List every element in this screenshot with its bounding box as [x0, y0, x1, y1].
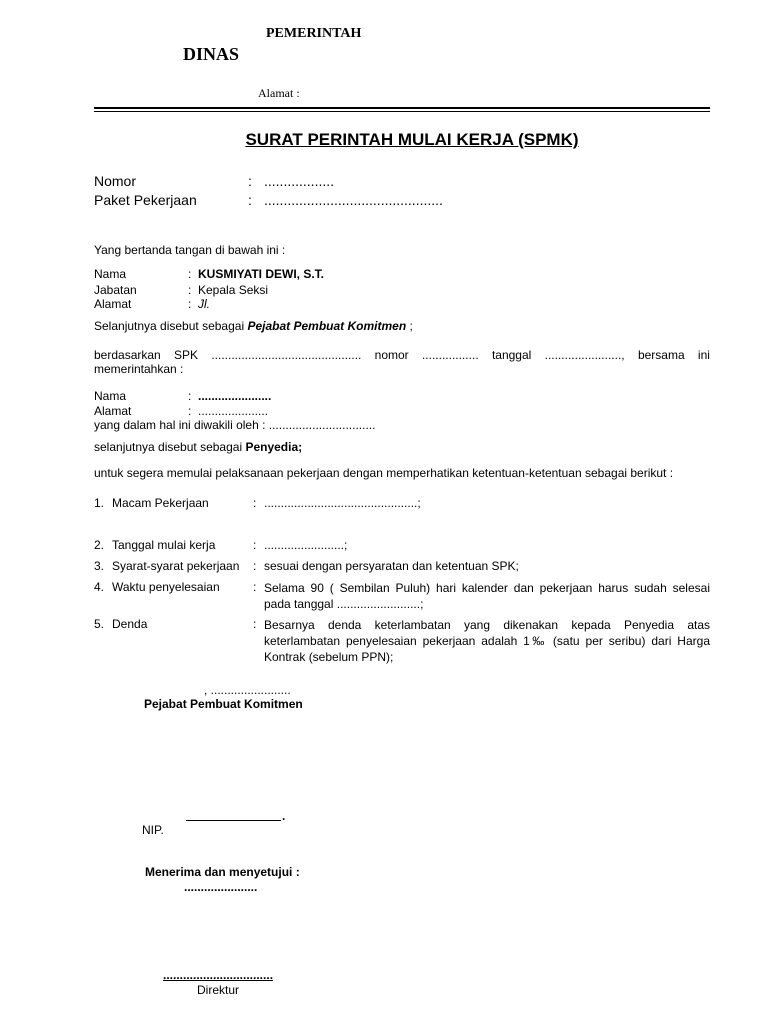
- ppk-line: [94, 319, 413, 333]
- signer-alamat-label: Alamat: [94, 297, 132, 311]
- item-sep: :: [253, 496, 257, 510]
- signer-nama-value: KUSMIYATI DEWI, S.T.: [198, 267, 325, 281]
- item-num: 4.: [94, 580, 105, 594]
- item-sep: :: [253, 559, 257, 573]
- penyedia-company: ......................: [184, 880, 258, 894]
- ppk-signature-title: Pejabat Pembuat Komitmen: [144, 697, 303, 711]
- item-label: Waktu penyelesaian: [112, 580, 220, 594]
- penyedia-alamat-sep: :: [188, 404, 192, 418]
- berdasarkan-line: [94, 348, 710, 362]
- item-num: 1.: [94, 496, 105, 510]
- item-value: Besarnya denda keterlambatan yang dikenakan kepada Penyedia atas keterlambatan penyelesaian pekerjaan adalah 1‰ (satu per seribu) dari Harga Kontrak (sebelum PPN);: [264, 618, 710, 664]
- intro-text: Yang bertanda tangan di bawah ini :: [94, 243, 286, 257]
- item-sep: :: [253, 538, 257, 552]
- item-num: 3.: [94, 559, 105, 573]
- paket-sep: :: [248, 192, 252, 208]
- berdasarkan-word: tanggal: [491, 348, 532, 362]
- signer-nama-sep: :: [188, 267, 192, 281]
- item-sep: :: [253, 617, 257, 631]
- penyedia-line: [94, 440, 302, 454]
- signer-jabatan-sep: :: [188, 283, 192, 297]
- item-label: Denda: [112, 617, 148, 631]
- penyedia-alamat-label: Alamat: [94, 404, 132, 418]
- ppk-name-end: .: [282, 809, 286, 823]
- berdasarkan-word: SPK: [174, 348, 199, 362]
- signer-alamat-sep: :: [188, 297, 192, 311]
- signer-jabatan-value: Kepala Seksi: [198, 283, 269, 297]
- berdasarkan-word: .............................................: [211, 348, 362, 362]
- diwakili-text: yang dalam hal ini diwakili oleh : ................................: [94, 418, 376, 432]
- letterhead-dinas: DINAS: [183, 44, 240, 64]
- item-value: ..............................................;: [264, 496, 421, 510]
- signer-jabatan-label: Jabatan: [94, 283, 137, 297]
- ppk-signature-line: [186, 820, 281, 821]
- ppk-suffix: ;: [409, 319, 413, 333]
- penyedia-prefix: selanjutnya disebut sebagai: [94, 440, 243, 454]
- place-date: , ........................: [204, 683, 291, 697]
- berdasarkan-word: bersama: [637, 348, 685, 362]
- signer-nama-label: Nama: [94, 267, 127, 281]
- penyedia-nama-sep: :: [188, 389, 192, 403]
- penyedia-role: Direktur: [197, 983, 240, 997]
- berdasarkan-word: ini: [697, 348, 710, 362]
- letterhead-rule-thick: [94, 107, 710, 109]
- paket-value: ..............................................: [264, 192, 443, 208]
- instruction-text: untuk segera memulai pelaksanaan pekerjaan dengan memperhatikan ketentuan-ketentuan sebagai berikut :: [94, 466, 674, 480]
- nomor-value: ..................: [264, 173, 335, 189]
- berdasarkan-word: .................: [421, 348, 479, 362]
- penyedia-role: Penyedia;: [245, 440, 303, 454]
- berdasarkan-word: .......................,: [544, 348, 625, 362]
- penyedia-alamat-value: .....................: [198, 404, 269, 418]
- item-num: 5.: [94, 617, 105, 631]
- paket-label: Paket Pekerjaan: [94, 192, 197, 208]
- item-num: 2.: [94, 538, 105, 552]
- memerintahkan-text: memerintahkan :: [94, 362, 184, 376]
- ppk-nip: NIP.: [142, 823, 164, 837]
- nomor-sep: :: [248, 173, 252, 189]
- penyedia-nama-label: Nama: [94, 389, 127, 403]
- letterhead-alamat: Alamat :: [258, 86, 300, 100]
- document-title: SURAT PERINTAH MULAI KERJA (SPMK): [245, 130, 579, 149]
- nomor-label: Nomor: [94, 173, 137, 189]
- penyedia-signature-title: Menerima dan menyetujui :: [145, 865, 300, 879]
- item-sep: :: [253, 580, 257, 594]
- penyedia-name: .................................: [163, 968, 274, 982]
- berdasarkan-word: berdasarkan: [94, 348, 161, 362]
- item-label: Macam Pekerjaan: [112, 496, 209, 510]
- signer-alamat-value: Jl.: [198, 297, 210, 311]
- ppk-prefix: Selanjutnya disebut sebagai: [94, 319, 245, 333]
- letterhead-rule-thin: [94, 111, 710, 112]
- item-value: sesuai dengan persyaratan dan ketentuan SPK;: [264, 559, 519, 573]
- item-label: Syarat-syarat pekerjaan: [112, 559, 240, 573]
- berdasarkan-word: nomor: [374, 348, 409, 362]
- penyedia-nama-value: ......................: [198, 389, 272, 403]
- letterhead-pemerintah: PEMERINTAH: [266, 26, 362, 41]
- item-label: Tanggal mulai kerja: [112, 538, 216, 552]
- item-value: ........................;: [264, 538, 348, 552]
- ppk-role: Pejabat Pembuat Komitmen: [247, 319, 407, 333]
- item-value: Selama 90 ( Sembilan Puluh) hari kalender dan pekerjaan harus sudah selesai pada tanggal .........................;: [264, 581, 710, 611]
